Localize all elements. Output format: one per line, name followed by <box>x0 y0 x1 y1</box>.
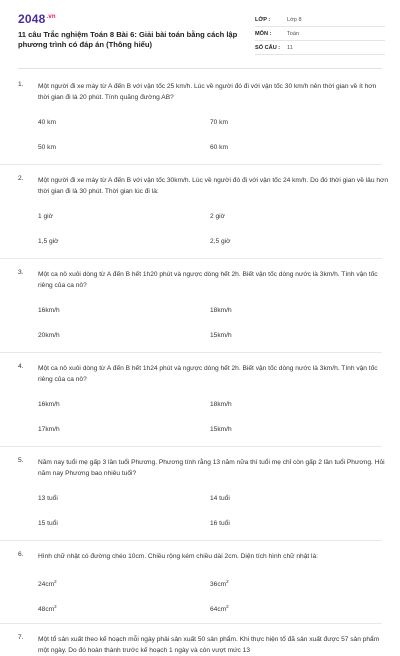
answer-option-text: 1 giờ <box>38 213 53 220</box>
answer-options <box>38 212 388 247</box>
question-number: 7. <box>18 634 24 641</box>
answer-option[interactable] <box>38 212 210 222</box>
answer-option[interactable] <box>38 400 210 410</box>
question-text: Hình chữ nhật có đường chéo 10cm. Chiều rộng kém chiều dài 2cm. Diện tích hình chữ nhật là: <box>38 553 319 560</box>
header-divider <box>18 68 382 69</box>
answer-options <box>38 577 388 612</box>
answer-options <box>38 494 388 529</box>
answer-option-text: 48cm <box>38 606 55 614</box>
meta-value: 11 <box>287 44 293 51</box>
question-text: Một tổ sản xuất theo kế hoạch mỗi ngày phải sản xuất 50 sản phẩm. Khi thực hiện tổ đã sản xuất được 57 sản phẩm một ngày. Do đó hoàn thành trước kế hoạch 1 ngày và còn vượt mức 13 <box>38 636 380 654</box>
question-text: Một ca nô xuôi dòng từ A đến B hết 1h24 phút và ngược dòng hết 2h. Biết vận tốc dòng nước là 3km/h. Tính vận tốc riêng của ca nô? <box>38 365 378 383</box>
answer-option-text: 15km/h <box>210 332 232 339</box>
answer-option[interactable] <box>210 400 382 410</box>
answer-option[interactable] <box>210 519 382 529</box>
answer-option-text: 17km/h <box>38 426 60 433</box>
meta-value: Lớp 8 <box>287 16 302 23</box>
question-text: Một người đi xe máy từ A đến B với vận tốc 25 km/h. Lúc về người đó đi với vận tốc 30 km/h nên thời gian về ít hơn thời gian đi là 20 phút. Tính quãng đường AB? <box>38 83 377 101</box>
question-item <box>18 269 388 341</box>
answer-option-text: 70 km <box>210 119 228 126</box>
answer-option-exponent: 2 <box>54 579 57 584</box>
answer-option-text: 15 tuổi <box>38 520 58 527</box>
question-text: Năm nay tuổi mẹ gấp 3 lần tuổi Phương. Phương tính rằng 13 năm nữa thì tuổi mẹ chỉ còn gấp 2 lần tuổi Phương. Hỏi năm nay Phương bao nhiêu tuổi? <box>38 459 385 477</box>
answer-option[interactable] <box>38 143 210 153</box>
answer-option[interactable] <box>210 237 382 247</box>
answer-option[interactable] <box>210 494 382 504</box>
answer-option[interactable] <box>38 577 210 587</box>
answer-option[interactable] <box>210 602 382 612</box>
meta-row-count <box>255 41 385 55</box>
answer-option-text: 50 km <box>38 144 56 151</box>
answer-option-text: 13 tuổi <box>38 495 58 502</box>
question-list <box>18 81 388 656</box>
answer-options <box>38 400 388 435</box>
question-item <box>18 175 388 247</box>
answer-option[interactable] <box>38 602 210 612</box>
answer-option[interactable] <box>210 306 382 316</box>
question-number: 3. <box>18 269 24 276</box>
question-number: 2. <box>18 175 24 182</box>
answer-option[interactable] <box>210 212 382 222</box>
answer-option[interactable] <box>38 237 210 247</box>
site-logo[interactable] <box>18 12 56 26</box>
answer-option-text: 24cm <box>38 581 55 589</box>
answer-option[interactable] <box>38 306 210 316</box>
answer-option[interactable] <box>38 425 210 435</box>
answer-option-text: 16km/h <box>38 401 60 408</box>
answer-option[interactable] <box>38 331 210 341</box>
meta-label: LỚP : <box>255 16 271 23</box>
question-item <box>18 363 388 435</box>
answer-option-text: 64cm <box>210 606 227 614</box>
answer-option-text: 2 giờ <box>210 213 225 220</box>
question-divider <box>0 623 382 624</box>
question-item <box>18 634 388 656</box>
question-item <box>18 457 388 529</box>
meta-label: SỐ CÂU : <box>255 44 281 51</box>
answer-option[interactable] <box>210 425 382 435</box>
question-number: 4. <box>18 363 24 370</box>
answer-option-exponent: 2 <box>226 579 229 584</box>
answer-options <box>38 306 388 341</box>
answer-options <box>38 118 388 153</box>
question-divider <box>0 258 382 259</box>
answer-option-text: 36cm <box>210 581 227 589</box>
answer-option[interactable] <box>210 118 382 128</box>
answer-option-text: 20km/h <box>38 332 60 339</box>
question-number: 1. <box>18 81 24 88</box>
answer-option-text: 2,5 giờ <box>210 238 231 245</box>
question-number: 5. <box>18 457 24 464</box>
answer-option[interactable] <box>38 118 210 128</box>
meta-row-subject <box>255 27 385 41</box>
logo-text: 2048 <box>18 12 46 26</box>
meta-value: Toán <box>287 30 300 37</box>
answer-option-text: 40 km <box>38 119 56 126</box>
question-item <box>18 551 388 612</box>
question-divider <box>0 446 382 447</box>
answer-option-text: 1,5 giờ <box>38 238 59 245</box>
answer-option-exponent: 2 <box>54 604 57 609</box>
answer-option-text: 16km/h <box>38 307 60 314</box>
question-item <box>18 81 388 153</box>
meta-row-class <box>255 13 385 27</box>
page-header <box>0 0 400 60</box>
answer-option-text: 60 km <box>210 144 228 151</box>
question-text: Một người đi xe máy từ A đến B với vận tốc 30km/h. Lúc về người đó đi với vận tốc 24 km/h. Do đó thời gian về lâu hơn thời gian đi là 30 phút. Thời gian lúc đi là: <box>38 177 388 195</box>
question-divider <box>0 352 382 353</box>
answer-option[interactable] <box>210 331 382 341</box>
answer-option[interactable] <box>210 577 382 587</box>
answer-option[interactable] <box>38 494 210 504</box>
meta-info <box>255 13 385 55</box>
answer-option[interactable] <box>210 143 382 153</box>
meta-label: MÔN : <box>255 30 272 37</box>
answer-option-exponent: 2 <box>226 604 229 609</box>
question-text: Một ca nô xuôi dòng từ A đến B hết 1h20 phút và ngược dòng hết 2h. Biết vận tốc dòng nước là 3km/h. Tính vận tốc riêng của ca nô? <box>38 271 378 289</box>
page-title: 11 câu Trắc nghiệm Toán 8 Bài 6: Giải bài toán bằng cách lập phương trình có đáp án (Thông hiểu) <box>18 30 238 49</box>
question-divider <box>0 540 382 541</box>
answer-option-text: 16 tuổi <box>210 520 230 527</box>
answer-option-text: 18km/h <box>210 307 232 314</box>
answer-option-text: 18km/h <box>210 401 232 408</box>
answer-option-text: 15km/h <box>210 426 232 433</box>
logo-suffix: .vn <box>46 14 56 20</box>
question-divider <box>0 164 382 165</box>
answer-option[interactable] <box>38 519 210 529</box>
question-number: 6. <box>18 551 24 558</box>
answer-option-text: 14 tuổi <box>210 495 230 502</box>
